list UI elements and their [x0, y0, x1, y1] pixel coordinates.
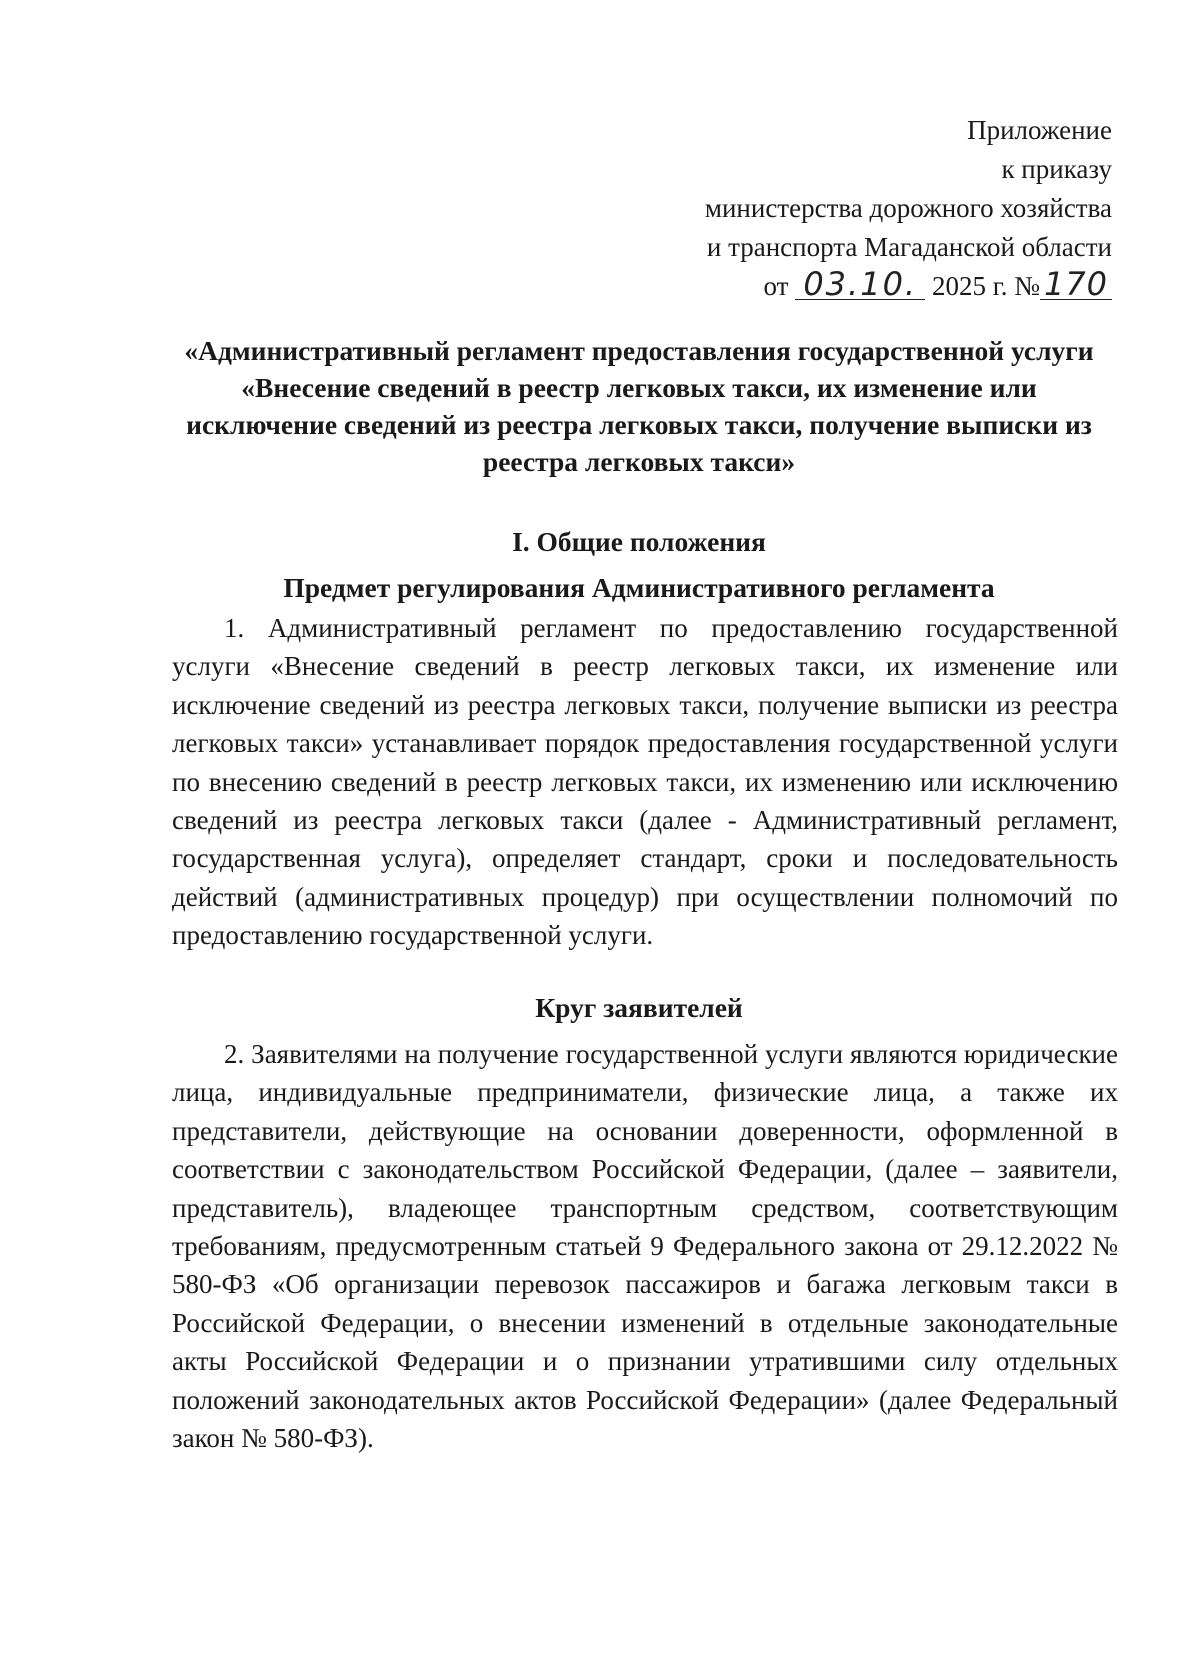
- title-line-1: «Административный регламент предоставления государственной услуги: [184, 335, 1094, 366]
- paragraph-2: [172, 1035, 1118, 1457]
- title-line-3: исключение сведений из реестра легковых такси, получение выписки из: [186, 409, 1092, 440]
- title-line-4: реестра легковых такси»: [482, 446, 796, 477]
- appendix-line-3: министерства дорожного хозяйства: [704, 193, 1112, 223]
- section-heading-applicants: Круг заявителей: [535, 992, 743, 1023]
- appendix-line-1: Приложение: [967, 115, 1112, 145]
- title-line-2: «Внесение сведений в реестр легковых такси, их изменение или: [241, 372, 1037, 403]
- order-number-sign: №: [1014, 271, 1040, 301]
- appendix-line-4: и транспорта Магаданской области: [706, 232, 1112, 262]
- paragraph-2-text: 2. Заявителями на получение государственной услуги являются юридические лица, индивидуальные предприниматели, физические лица, а также их представители, действующие на основании доверенности, оформленной в соответствии с законодательством Российской Федерации, (далее – заявители, представитель), владеющее транспортным средством, соответствующим требованиям, предусмотренным статьей 9 Федерального закона от 29.12.2022 № 580-ФЗ «Об организации перевозок пассажиров и багажа легковым такси в Российской Федерации, о внесении изменений в отдельные законодательные акты Российской Федерации и о признании утратившими силу отдельных положений законодательных актов Российской Федерации» (далее Федеральный закон № 580-ФЗ).: [172, 1039, 1118, 1454]
- order-reference: [592, 267, 1112, 306]
- appendix-header: [592, 111, 1112, 306]
- order-year: 2025 г.: [931, 271, 1008, 301]
- paragraph-1: [172, 609, 1118, 955]
- order-date-handwritten: 03.10.: [795, 269, 925, 300]
- appendix-line-2: к приказу: [1001, 154, 1112, 184]
- paragraph-1-text: 1. Административный регламент по предоставлению государственной услуги «Внесение сведений в реестр легковых такси, их изменение или исключение сведений из реестра легковых такси, получение выписки из реестра легковых такси» устанавливает порядок предоставления государственной услуги по внесению сведений в реестр легковых такси, их изменению или исключению сведений из реестра легковых такси (далее - Административный регламент, государственная услуга), определяет стандарт, сроки и последовательность действий (административных процедур) при осуществлении полномочий по предоставлению государственной услуги.: [172, 613, 1118, 951]
- order-number-handwritten: 170: [1040, 269, 1112, 300]
- document-title: [160, 332, 1118, 480]
- section-heading-subject: Предмет регулирования Административного регламента: [283, 572, 995, 603]
- section-heading-general: I. Общие положения: [512, 526, 766, 557]
- order-prefix: от: [763, 271, 789, 301]
